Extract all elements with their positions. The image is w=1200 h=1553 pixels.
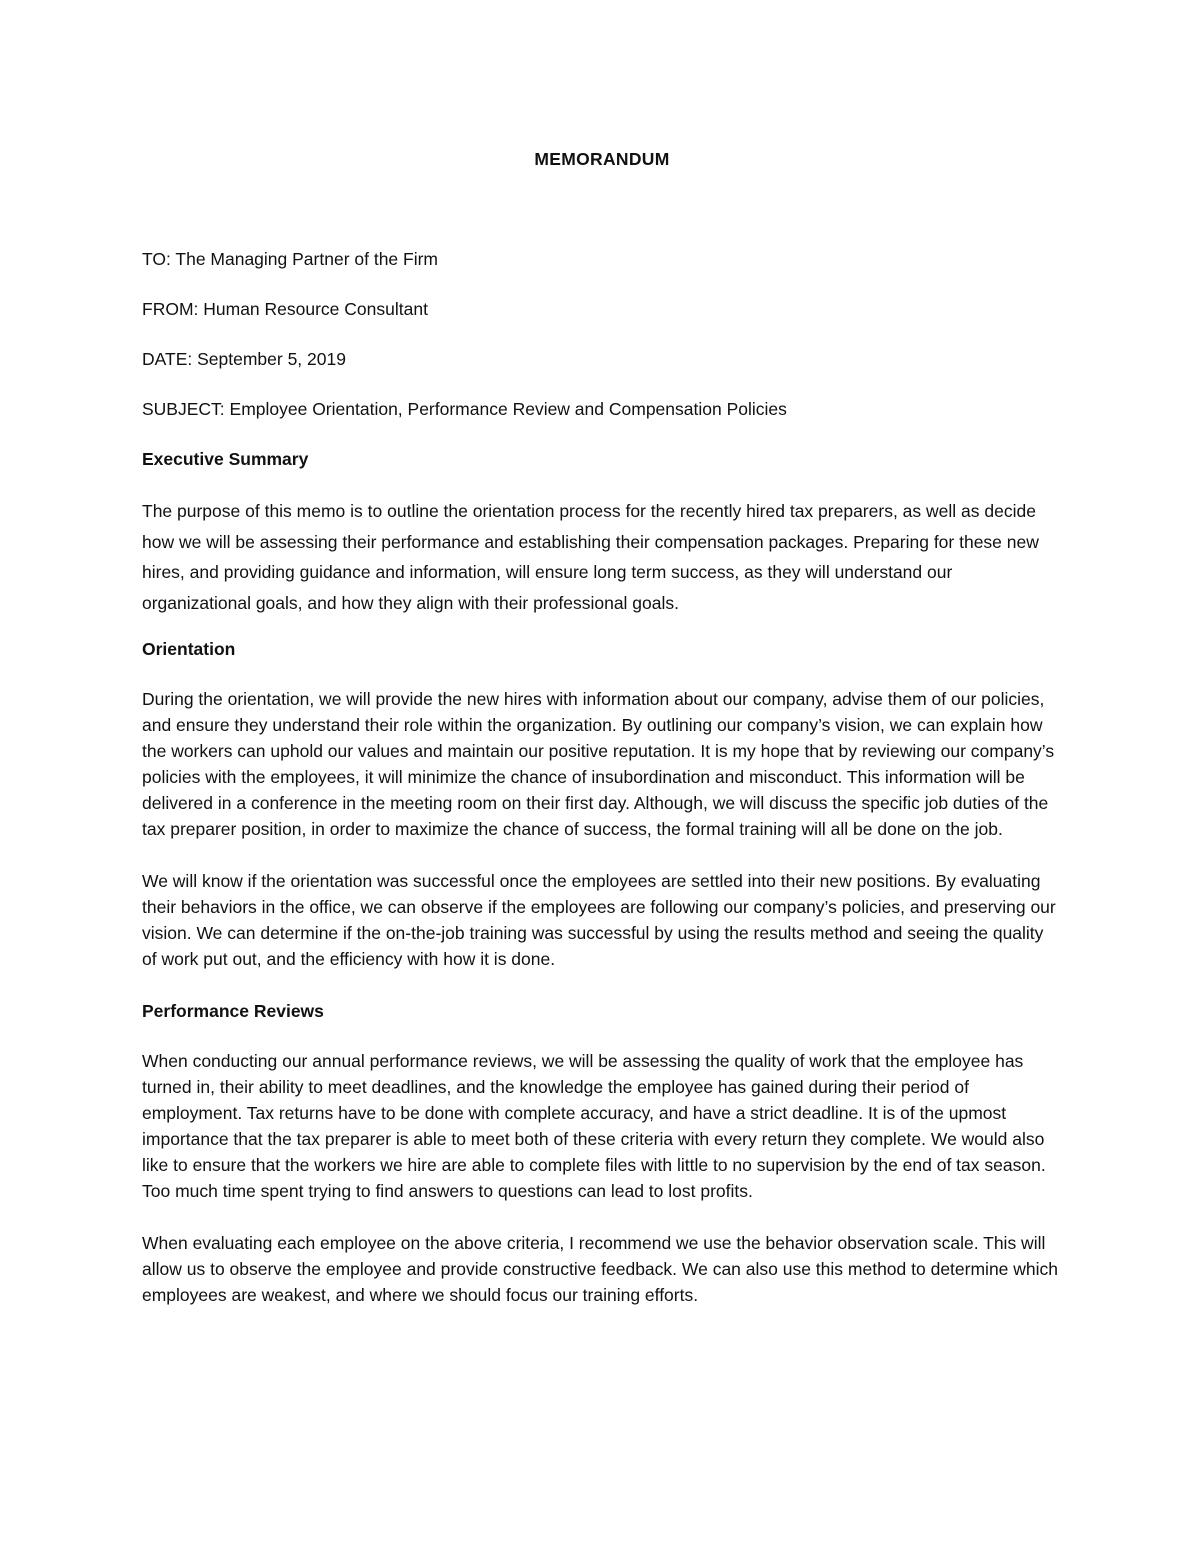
executive-summary-paragraph: The purpose of this memo is to outline the orientation process for the recently hired tax preparers, as well as decide how we will be assessing their performance and establishing their compensation packages. Preparing for these new hires, and providing guidance and information, will ensure long term success, as they will understand our organizational goals, and how they align with their professional goals.: [142, 501, 1039, 613]
memo-date-line: DATE: September 5, 2019: [142, 349, 346, 369]
memo-from-line: FROM: Human Resource Consultant: [142, 299, 428, 319]
orientation-paragraph-1: During the orientation, we will provide the new hires with information about our company, advise them of our policies, and ensure they understand their role within the organization. By outlining our company’s vision, we can explain how the workers can uphold our values and maintain our positive reputation. It is my hope that by reviewing our company’s policies with the employees, it will minimize the chance of insubordination and misconduct. This information will be delivered in a conference in the meeting room on their first day. Although, we will discuss the specific job duties of the tax preparer position, in order to maximize the chance of success, the formal training will all be done on the job.: [142, 689, 1055, 839]
memo-title: MEMORANDUM: [534, 149, 670, 169]
executive-summary-heading: Executive Summary: [142, 449, 309, 469]
performance-reviews-paragraph-1: When conducting our annual performance reviews, we will be assessing the quality of work that the employee has turned in, their ability to meet deadlines, and the knowledge the employee has gained during their period of employment. Tax returns have to be done with complete accuracy, and have a strict deadline. It is of the upmost importance that the tax preparer is able to meet both of these criteria with every return they complete. We would also like to ensure that the workers we hire are able to complete files with little to no supervision by the end of tax season. Too much time spent trying to find answers to questions can lead to lost profits.: [142, 1051, 1046, 1201]
memo-subject-line: SUBJECT: Employee Orientation, Performance Review and Compensation Policies: [142, 399, 787, 419]
orientation-heading: Orientation: [142, 639, 236, 659]
memo-to-line: TO: The Managing Partner of the Firm: [142, 249, 439, 269]
performance-reviews-heading: Performance Reviews: [142, 1001, 324, 1021]
orientation-paragraph-2: We will know if the orientation was successful once the employees are settled into their new positions. By evaluating their behaviors in the office, we can observe if the employees are following our company’s policies, and preserving our vision. We can determine if the on-the-job training was successful by using the results method and seeing the quality of work put out, and the efficiency with how it is done.: [142, 871, 1056, 969]
performance-reviews-paragraph-2: When evaluating each employee on the above criteria, I recommend we use the behavior observation scale. This will allow us to observe the employee and provide constructive feedback. We can also use this method to determine which employees are weakest, and where we should focus our training efforts.: [142, 1233, 1059, 1305]
memo-body: [142, 146, 1062, 1334]
